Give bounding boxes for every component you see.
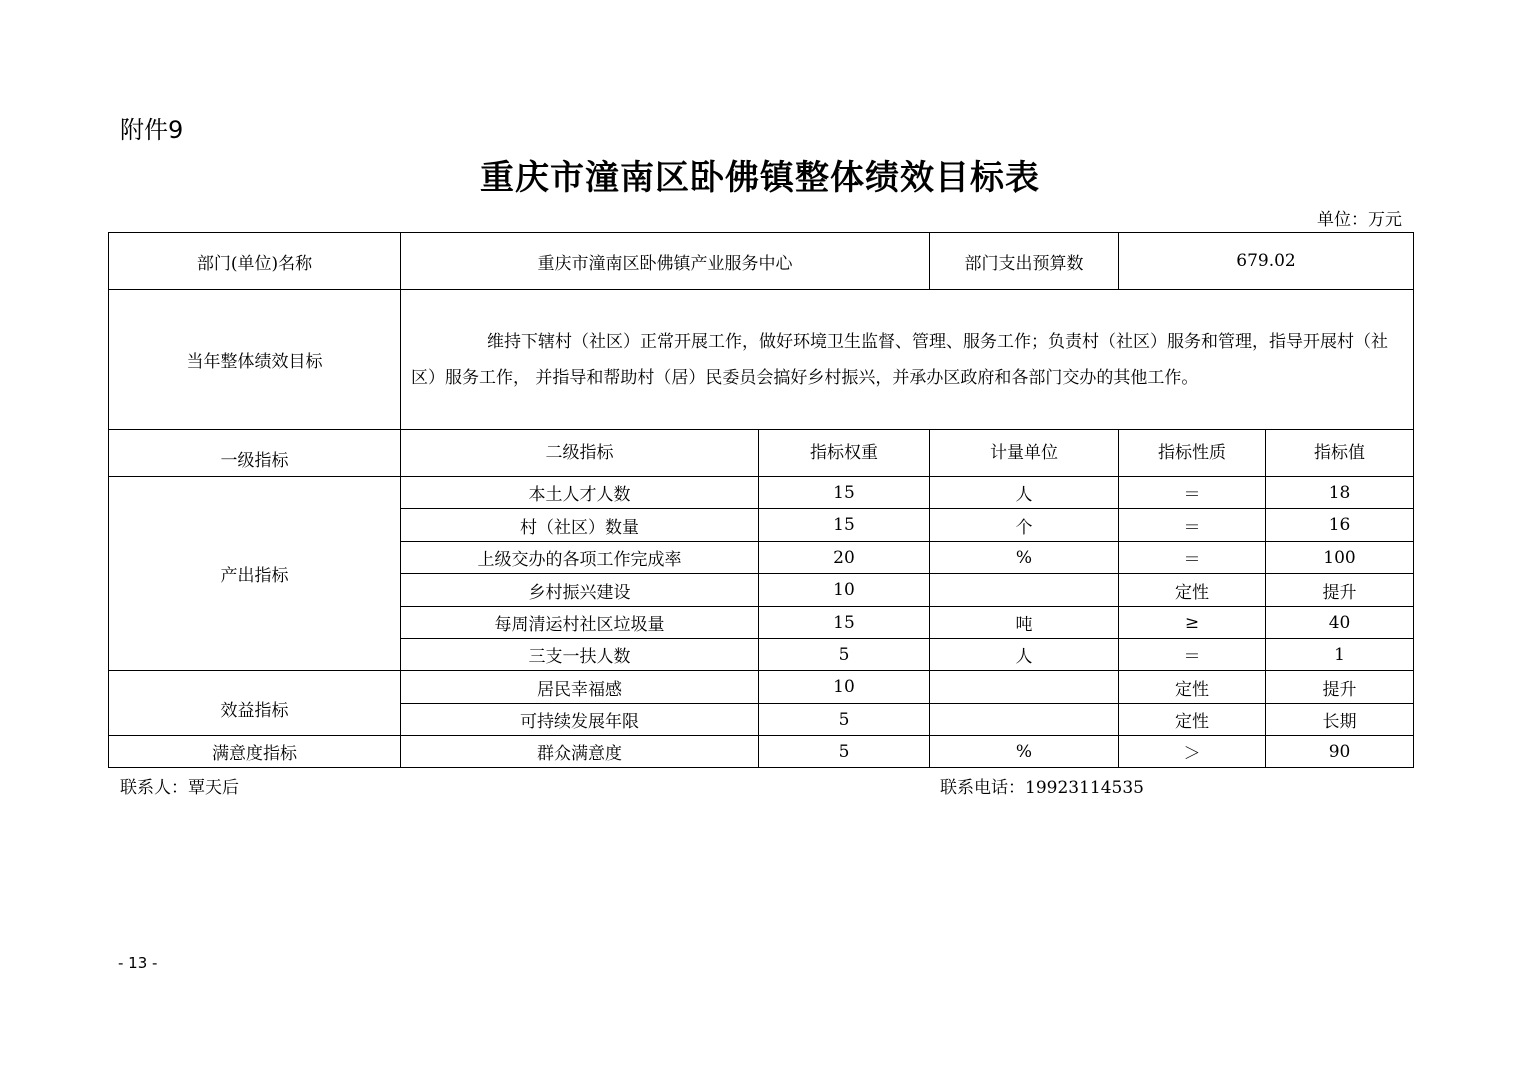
- indicator-nature: ＝: [1119, 477, 1266, 509]
- table-row: [109, 477, 1414, 509]
- indicator-value: 提升: [1266, 574, 1414, 607]
- col-header-level1: 一级指标: [109, 430, 401, 477]
- indicator-unit: [930, 704, 1119, 736]
- contact-person: 联系人：覃天后: [120, 778, 239, 798]
- indicator-nature: ＝: [1119, 509, 1266, 542]
- indicator-name: 村（社区）数量: [401, 509, 759, 542]
- indicator-name: 本土人才人数: [401, 477, 759, 509]
- indicator-name: 每周清运村社区垃圾量: [401, 607, 759, 639]
- indicator-weight: 5: [759, 639, 930, 671]
- indicator-weight: 5: [759, 736, 930, 768]
- indicator-unit: %: [930, 542, 1119, 574]
- indicator-value: 40: [1266, 607, 1414, 639]
- budget-value: 679.02: [1119, 233, 1414, 290]
- budget-label: 部门支出预算数: [930, 233, 1119, 290]
- indicator-unit: 个: [930, 509, 1119, 542]
- indicator-unit: 人: [930, 639, 1119, 671]
- indicator-nature: 定性: [1119, 704, 1266, 736]
- indicator-unit: %: [930, 736, 1119, 768]
- indicator-value: 18: [1266, 477, 1414, 509]
- dept-row: [109, 233, 1414, 290]
- indicator-weight: 10: [759, 574, 930, 607]
- indicator-weight: 10: [759, 671, 930, 704]
- indicator-name: 群众满意度: [401, 736, 759, 768]
- col-header-weight: 指标权重: [759, 430, 930, 477]
- indicator-value: 100: [1266, 542, 1414, 574]
- indicator-name: 居民幸福感: [401, 671, 759, 704]
- indicator-value: 1: [1266, 639, 1414, 671]
- indicator-value: 长期: [1266, 704, 1414, 736]
- contact-phone: 联系电话：19923114535: [940, 778, 1144, 798]
- group-satisfaction: 满意度指标: [109, 736, 401, 768]
- indicator-nature: ＝: [1119, 639, 1266, 671]
- indicator-weight: 15: [759, 607, 930, 639]
- col-header-value: 指标值: [1266, 430, 1414, 477]
- indicator-weight: 15: [759, 477, 930, 509]
- indicator-name: 乡村振兴建设: [401, 574, 759, 607]
- indicator-name: 上级交办的各项工作完成率: [401, 542, 759, 574]
- header-row: [109, 430, 1414, 477]
- indicator-nature: ＝: [1119, 542, 1266, 574]
- performance-table: [108, 232, 1414, 768]
- indicator-nature: ＞: [1119, 736, 1266, 768]
- indicator-weight: 5: [759, 704, 930, 736]
- indicator-name: 可持续发展年限: [401, 704, 759, 736]
- indicator-unit: 人: [930, 477, 1119, 509]
- indicator-weight: 15: [759, 509, 930, 542]
- page-title: 重庆市潼南区卧佛镇整体绩效目标表: [480, 158, 1040, 198]
- table-row: [109, 736, 1414, 768]
- dept-value: 重庆市潼南区卧佛镇产业服务中心: [401, 233, 930, 290]
- indicator-name: 三支一扶人数: [401, 639, 759, 671]
- indicator-weight: 20: [759, 542, 930, 574]
- col-header-nature: 指标性质: [1119, 430, 1266, 477]
- col-header-unit: 计量单位: [930, 430, 1119, 477]
- indicator-unit: [930, 671, 1119, 704]
- dept-label: 部门(单位)名称: [109, 233, 401, 290]
- table-row: [109, 671, 1414, 704]
- indicator-unit: [930, 574, 1119, 607]
- page-number: - 13 -: [118, 954, 158, 972]
- goal-text: 维持下辖村（社区）正常开展工作，做好环境卫生监督、管理、服务工作；负责村（社区）服务和管理，指导开展村（社区）服务工作， 并指导和帮助村（居）民委员会搞好乡村振兴，并承办区政府和各部门交办的其他工作。: [401, 290, 1414, 430]
- indicator-value: 16: [1266, 509, 1414, 542]
- indicator-value: 90: [1266, 736, 1414, 768]
- goal-row: [109, 290, 1414, 430]
- indicator-value: 提升: [1266, 671, 1414, 704]
- goal-label: 当年整体绩效目标: [109, 290, 401, 430]
- unit-label: 单位：万元: [1317, 210, 1402, 230]
- col-header-level2: 二级指标: [401, 430, 759, 477]
- indicator-nature: 定性: [1119, 574, 1266, 607]
- indicator-unit: 吨: [930, 607, 1119, 639]
- group-benefit: 效益指标: [109, 671, 401, 736]
- group-output: 产出指标: [109, 477, 401, 671]
- indicator-nature: ≥: [1119, 607, 1266, 639]
- attachment-label: 附件9: [120, 116, 184, 144]
- indicator-nature: 定性: [1119, 671, 1266, 704]
